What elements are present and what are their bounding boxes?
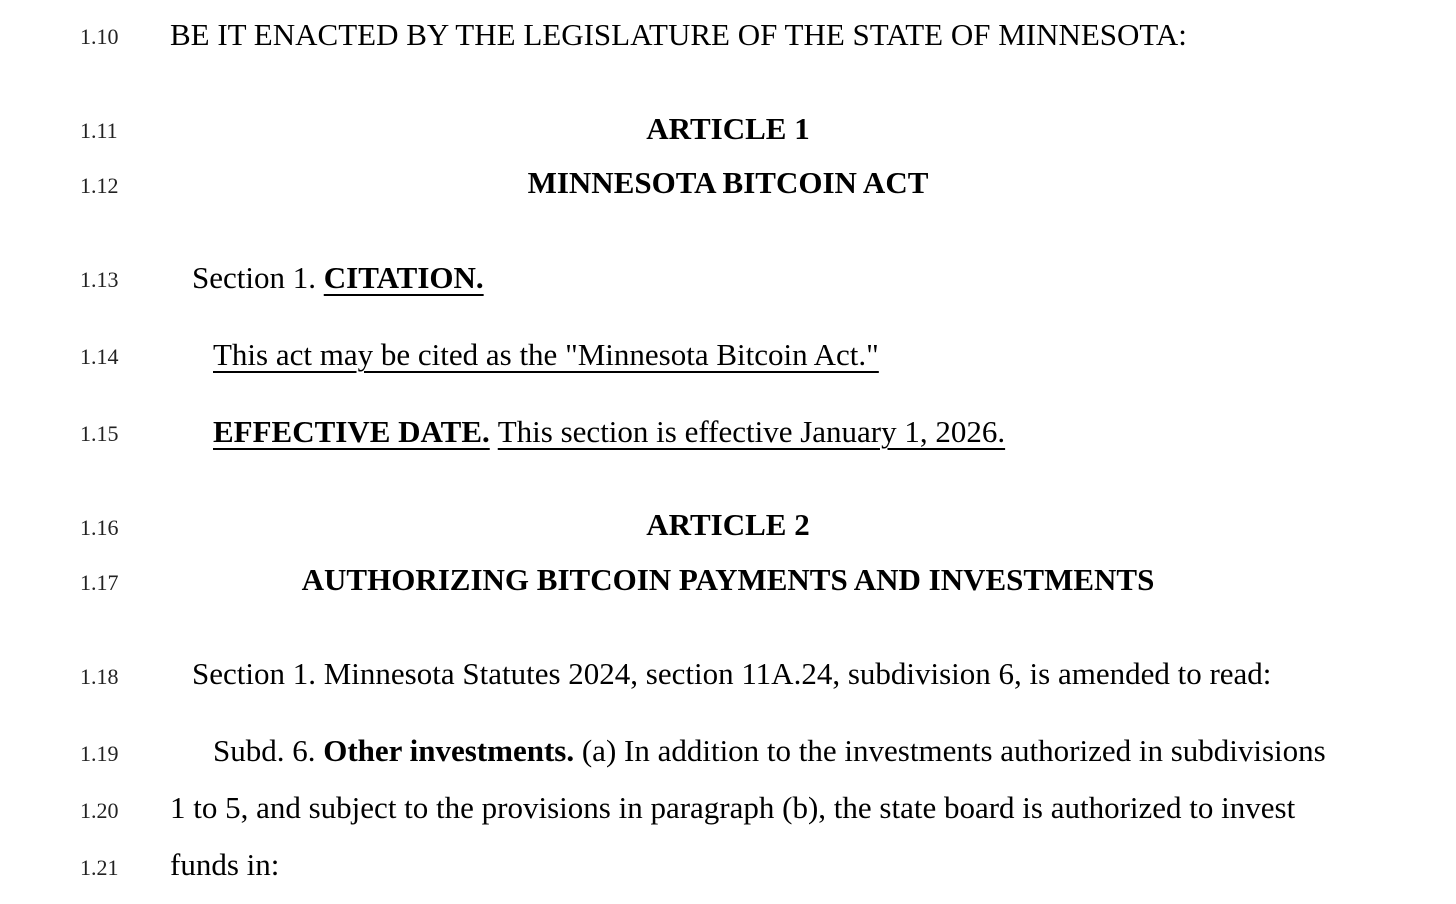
subdivision-prefix: Subd. 6. — [213, 733, 324, 768]
citation-text: This act may be cited as the "Minnesota Bitcoin Act." — [213, 337, 879, 372]
enacting-clause: BE IT ENACTED BY THE LEGISLATURE OF THE STATE OF MINNESOTA: — [170, 17, 1187, 52]
article-1-title: MINNESOTA BITCOIN ACT — [527, 165, 929, 200]
subdivision-heading: Other investments. — [323, 733, 575, 768]
section-prefix: Section 1. — [192, 260, 324, 295]
subdivision-text: (a) In addition to the investments authorized in subdivisions — [574, 733, 1326, 768]
line-number: 1.15 — [80, 421, 119, 446]
body-text-line: funds in: — [170, 847, 280, 882]
line-number: 1.17 — [80, 570, 119, 595]
section-citation-line — [192, 259, 484, 297]
effective-date-text: This section is effective January 1, 2026. — [497, 414, 1006, 449]
line-number: 1.21 — [80, 855, 119, 880]
line-number: 1.14 — [80, 344, 119, 369]
line-number: 1.11 — [80, 118, 118, 143]
line-number: 1.10 — [80, 24, 119, 49]
article-1-heading: ARTICLE 1 — [646, 111, 810, 146]
effective-date-line — [213, 413, 1005, 451]
article-2-title: AUTHORIZING BITCOIN PAYMENTS AND INVESTMENTS — [301, 562, 1155, 597]
amendment-intro: Section 1. Minnesota Statutes 2024, section 11A.24, subdivision 6, is amended to read: — [192, 656, 1272, 691]
section-heading-citation: CITATION. — [323, 260, 484, 295]
line-number: 1.18 — [80, 664, 119, 689]
line-number: 1.19 — [80, 741, 119, 766]
line-number: 1.20 — [80, 798, 119, 823]
body-text-line: 1 to 5, and subject to the provisions in paragraph (b), the state board is authorized to invest — [170, 790, 1296, 825]
effective-date-heading: EFFECTIVE DATE. — [213, 414, 490, 449]
article-2-heading: ARTICLE 2 — [646, 507, 810, 542]
line-number: 1.13 — [80, 267, 119, 292]
subdivision-line — [213, 732, 1326, 770]
line-number: 1.16 — [80, 515, 119, 540]
line-number: 1.12 — [80, 173, 119, 198]
